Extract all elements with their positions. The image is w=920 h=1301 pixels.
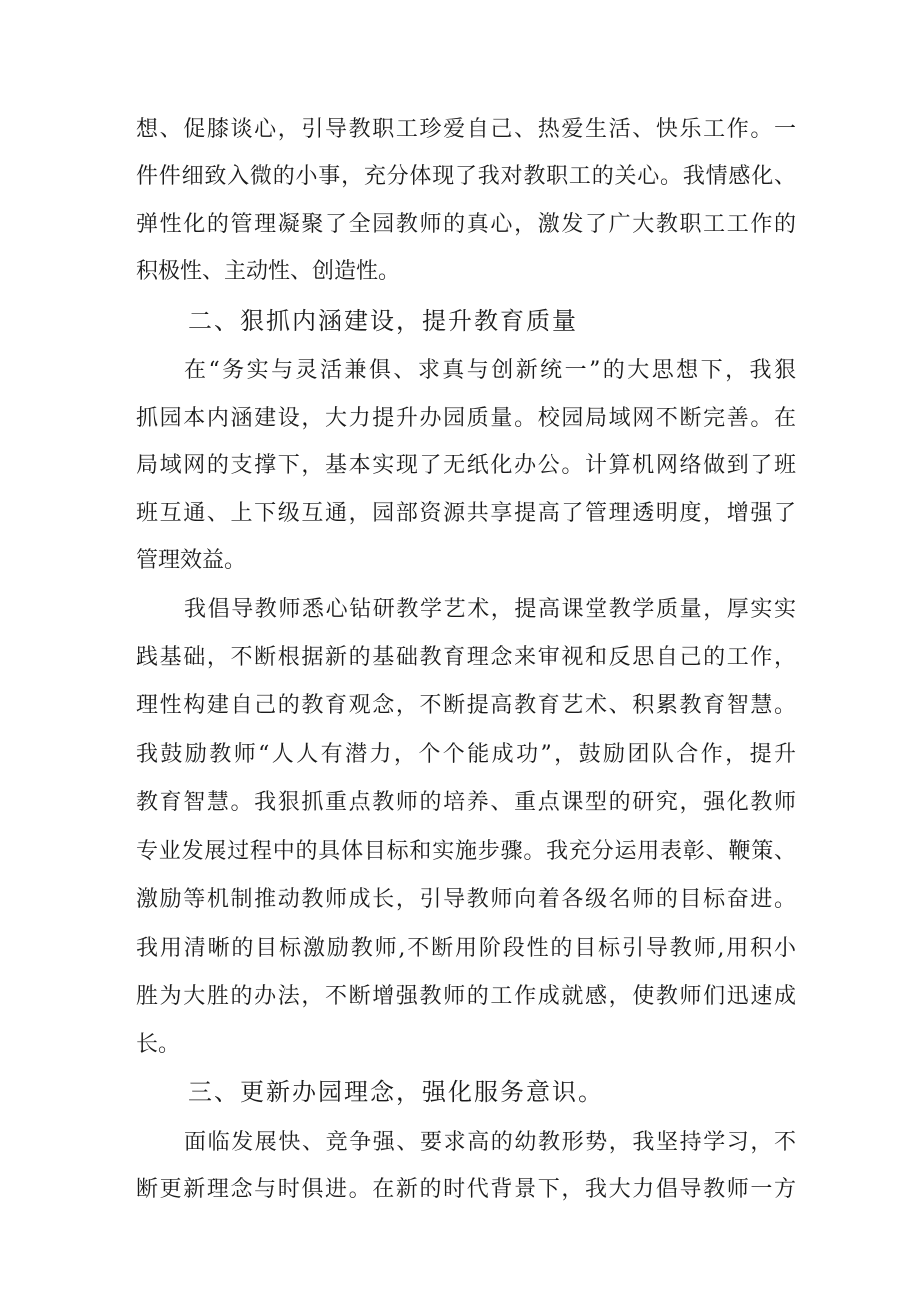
para1-line-4: 积极性、主动性、创造性。 — [136, 259, 401, 284]
para1-line-2: 件件细致入微的小事，充分体现了我对教职工的关心。我情感化、 — [136, 164, 796, 189]
para3-line-6: 专业发展过程中的具体目标和实施步骤。我充分运用表彰、鞭策、 — [136, 839, 796, 864]
para3-line-7: 激励等机制推动教师成长，引导教师向着各级名师的目标奋进。 — [136, 887, 796, 912]
para2-line-1: 在“务实与灵活兼俱、求真与创新统一”的大思想下，我狠 — [184, 358, 796, 383]
para3-line-10: 长。 — [136, 1032, 181, 1057]
para3-line-5: 教育智慧。我狠抓重点教师的培养、重点课型的研究，强化教师 — [136, 790, 796, 815]
para3-line-3: 理性构建自己的教育观念，不断提高教育艺术、积累教育智慧。 — [136, 693, 796, 718]
para3-line-4: 我鼓励教师“人人有潜力，个个能成功”，鼓励团队合作，提升 — [136, 742, 796, 767]
section-heading-2: 二、狠抓内涵建设，提升教育质量 — [188, 307, 578, 335]
para2-line-4: 班互通、上下级互通，园部资源共享提高了管理透明度，增强了 — [136, 501, 796, 526]
para1-line-3: 弹性化的管理凝聚了全园教师的真心，激发了广大教职工工作的 — [136, 212, 796, 237]
para2-line-5: 管理效益。 — [136, 548, 247, 573]
para4-line-2: 断更新理念与时俱进。在新的时代背景下，我大力倡导教师一方 — [136, 1177, 796, 1202]
para3-line-1: 我倡导教师悉心钻研教学艺术，提高课堂教学质量，厚实实 — [184, 597, 796, 622]
section-heading-3: 三、更新办园理念，强化服务意识。 — [188, 1078, 604, 1106]
para2-line-3: 局域网的支撑下，基本实现了无纸化办公。计算机网络做到了班 — [136, 453, 796, 478]
para4-line-1: 面临发展快、竞争强、要求高的幼教形势，我坚持学习，不 — [184, 1130, 796, 1155]
para3-line-9: 胜为大胜的办法，不断增强教师的工作成就感，使教师们迅速成 — [136, 984, 796, 1009]
para3-line-2: 践基础，不断根据新的基础教育理念来审视和反思自己的工作， — [136, 645, 796, 670]
para1-line-1: 想、促膝谈心，引导教职工珍爱自己、热爱生活、快乐工作。一 — [136, 117, 796, 142]
para3-line-8: 我用清晰的目标激励教师,不断用阶段性的目标引导教师,用积小 — [136, 936, 796, 961]
para2-line-2: 抓园本内涵建设，大力提升办园质量。校园局域网不断完善。在 — [136, 406, 796, 431]
